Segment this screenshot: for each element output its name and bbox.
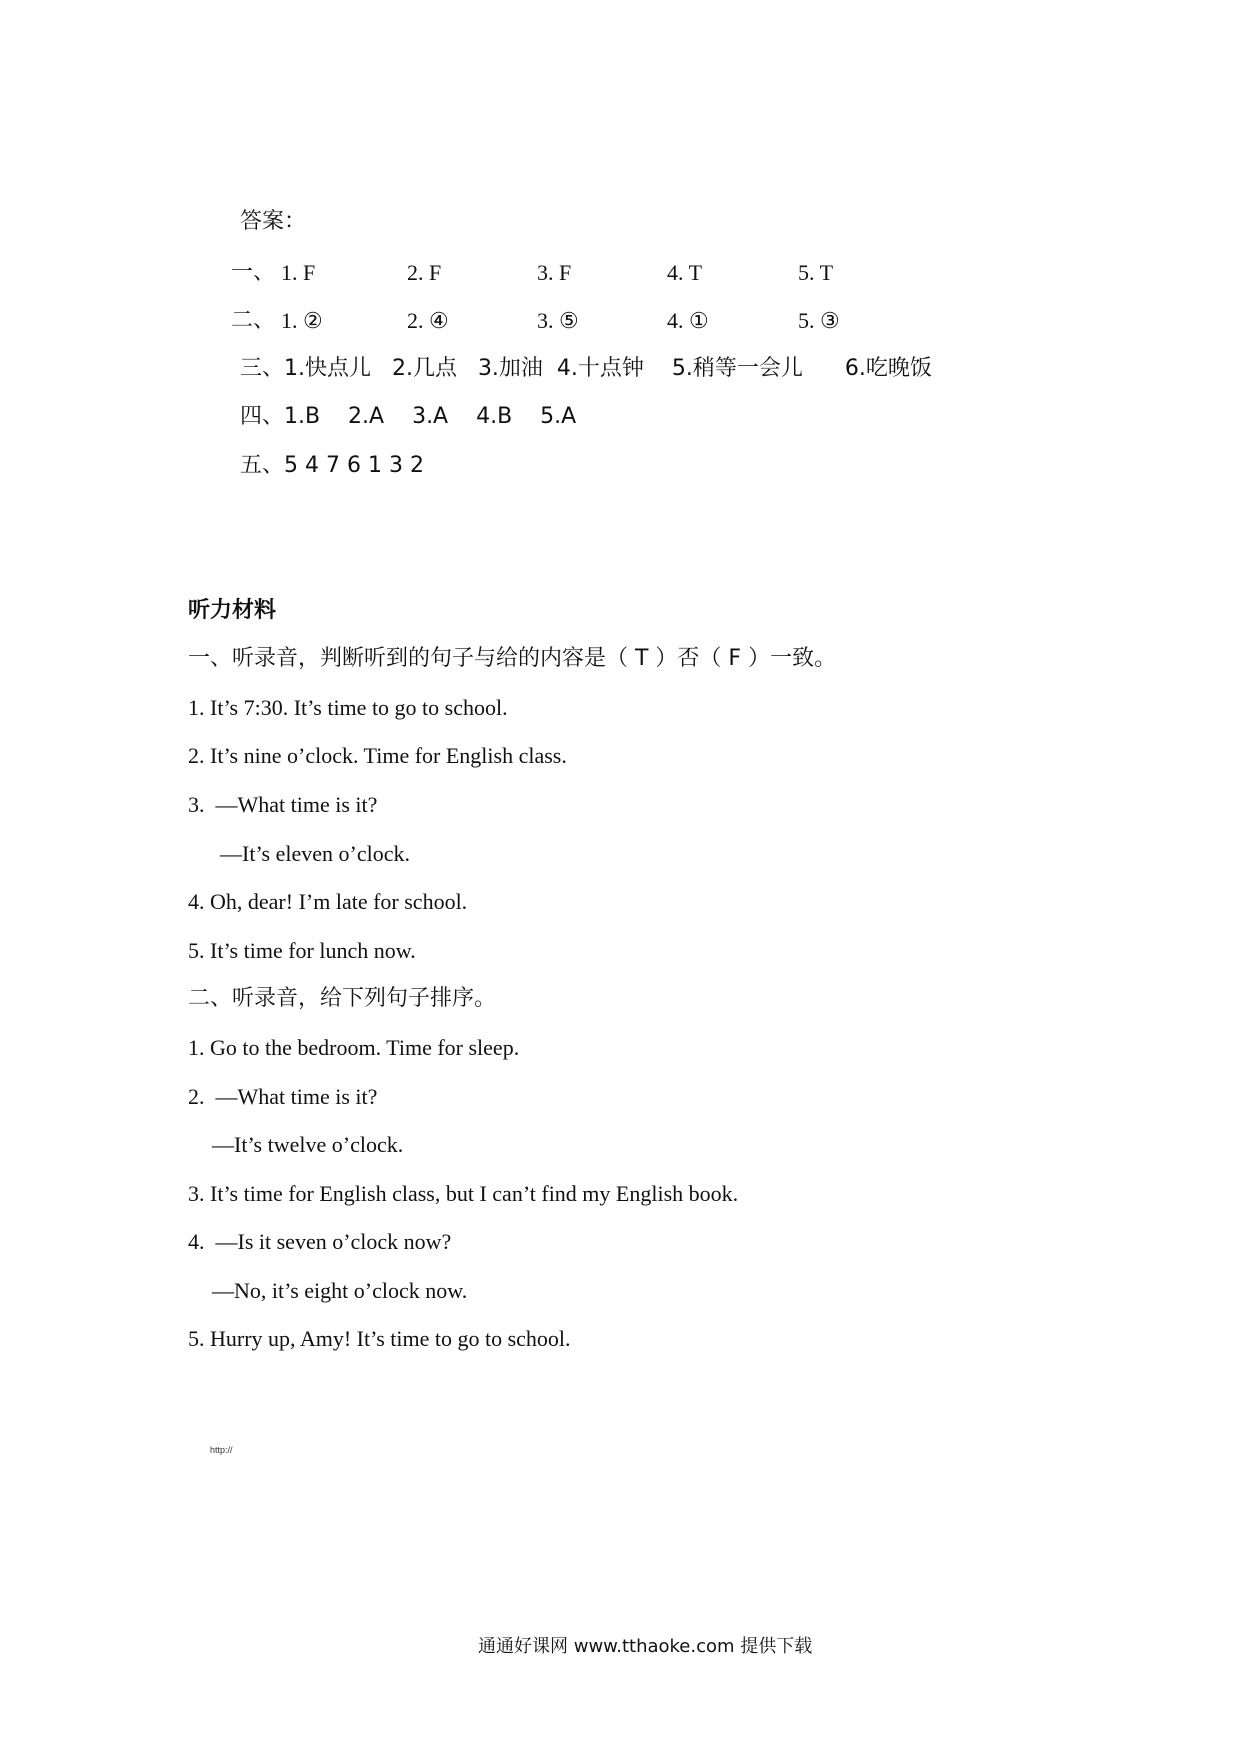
answer-2-2: 2. ④ (407, 308, 449, 333)
answer-2-3: 3. ⑤ (537, 308, 579, 333)
listening-title: 听力材料 (188, 598, 277, 623)
answer-2-5: 5. ③ (798, 308, 840, 333)
part2-line-4: 4. —Is it seven o’clock now? (188, 1229, 452, 1254)
small-url-text: http:// (210, 1445, 233, 1455)
answer-1-4: 4. T (667, 260, 703, 285)
part2-line-1: 1. Go to the bedroom. Time for sleep. (188, 1035, 520, 1060)
footer-credit: 通通好课网 www.tthaoke.com 提供下载 (478, 1636, 813, 1657)
answer-2-4: 4. ① (667, 308, 709, 333)
part2-line-5: 5. Hurry up, Amy! It’s time to go to school. (188, 1326, 571, 1351)
part1-line-1: 1. It’s 7:30. It’s time to go to school. (188, 695, 508, 720)
answer-row-3: 三、1.快点儿 2.几点 3.加油 4.十点钟 5.稍等一会儿 6.吃晚饭 (240, 356, 932, 381)
answer-row-1-prefix: 一、 (231, 260, 276, 285)
answer-1-1: 1. F (281, 260, 316, 285)
answer-row-2-prefix: 二、 (231, 308, 276, 333)
part1-line-4: 4. Oh, dear! I’m late for school. (188, 889, 468, 914)
part2-line-4-reply: —No, it’s eight o’clock now. (212, 1278, 468, 1303)
answers-heading: 答案： (240, 209, 307, 234)
part1-line-2: 2. It’s nine o’clock. Time for English class. (188, 743, 567, 768)
part1-line-3-reply: —It’s eleven o’clock. (220, 841, 410, 866)
answer-2-1: 1. ② (281, 308, 323, 333)
part1-line-5: 5. It’s time for lunch now. (188, 938, 416, 963)
answer-1-5: 5. T (798, 260, 834, 285)
part2-line-2-reply: —It’s twelve o’clock. (212, 1132, 404, 1157)
part2-line-2: 2. —What time is it? (188, 1084, 378, 1109)
part1-instruction: 一、听录音，判断听到的句子与给的内容是（ T ）否（ F ）一致。 (188, 646, 837, 671)
answer-1-2: 2. F (407, 260, 442, 285)
part2-instruction: 二、听录音，给下列句子排序。 (188, 986, 497, 1011)
part1-line-3: 3. —What time is it? (188, 792, 378, 817)
answer-row-5: 五、5 4 7 6 1 3 2 (240, 453, 424, 478)
answer-1-3: 3. F (537, 260, 572, 285)
answer-row-4: 四、1.B 2.A 3.A 4.B 5.A (240, 404, 577, 429)
part2-line-3: 3. It’s time for English class, but I can’t find my English book. (188, 1181, 739, 1206)
